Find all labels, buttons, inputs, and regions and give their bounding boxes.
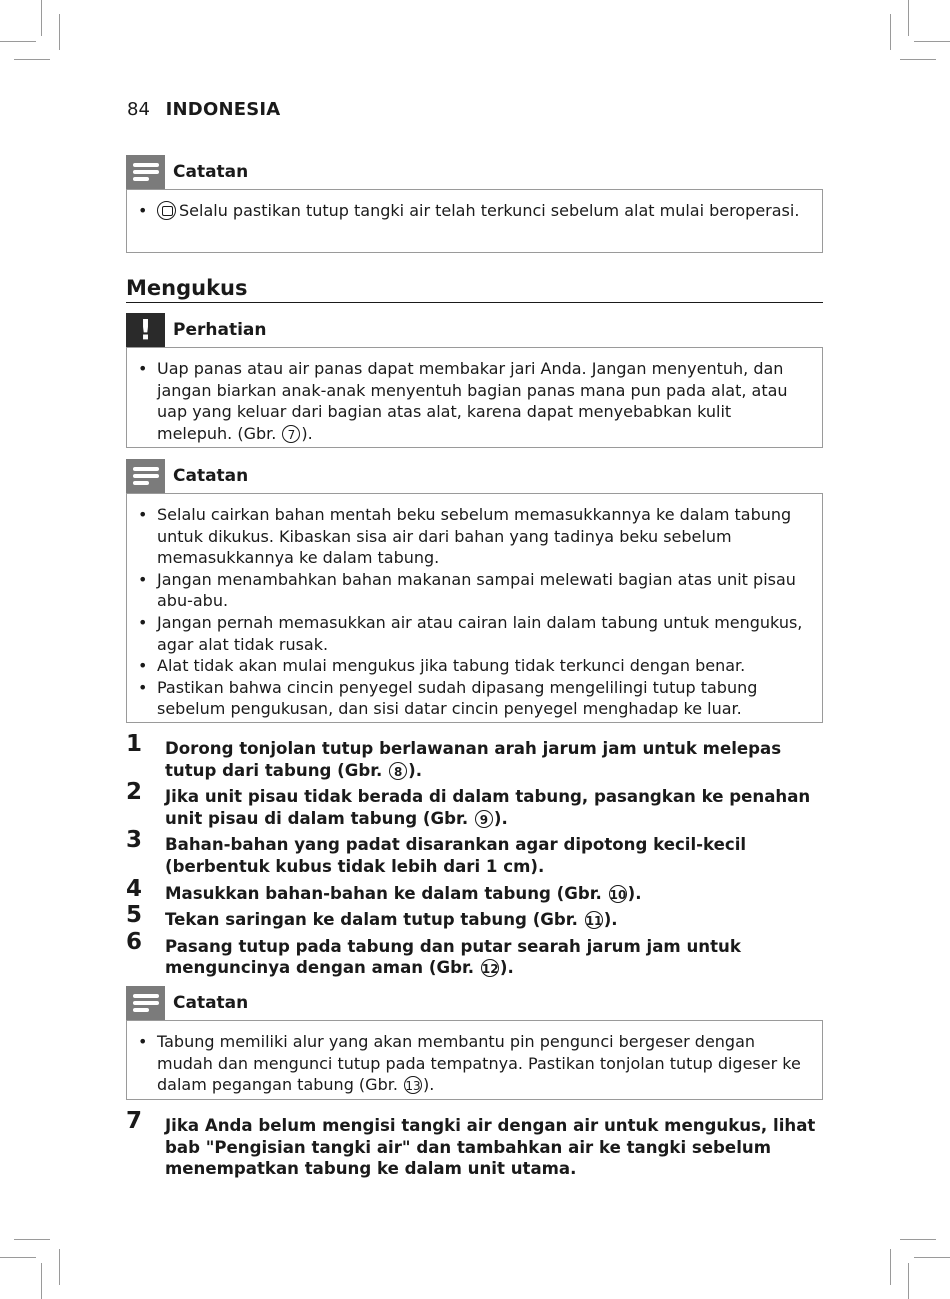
crop-mark (41, 0, 42, 36)
steps-list (126, 731, 823, 979)
list-item: • Pastikan bahwa cincin penyegel sudah dipasang mengelilingi tutup tabung sebelum pengukusan, dan sisi datar cincin penyegel menghadap ke luar. (138, 677, 758, 719)
step-6: 6 Pasang tutup pada tabung dan putar searah jarum jam untuk menguncinya dengan aman (Gbr. 12). (126, 928, 741, 978)
step-2: 2 Jika unit pisau tidak berada di dalam tabung, pasangkan ke penahan unit pisau di dalam tabung (Gbr. 9 ). (126, 779, 811, 828)
figure-number: 13 (404, 1076, 422, 1094)
step-5: 5 Tekan saringan ke dalam tutup tabung (Gbr. 11). (126, 902, 618, 930)
list-item: • Tabung memiliki alur yang akan membantu pin pengunci bergeser dengan mudah dan mengunci tutup pada tempatnya. Pastikan tonjolan tutup digeser ke dalam pegangan tabung (Gbr. 13 ). (138, 1032, 801, 1095)
note-icon (126, 986, 165, 1020)
crop-mark (908, 0, 909, 36)
list-item: • Jangan pernah memasukkan air atau cairan lain dalam tabung untuk mengukus, agar alat tidak rusak. (138, 612, 803, 654)
figure-number: 11 (585, 911, 603, 929)
note-icon (126, 155, 165, 189)
caution-callout (126, 313, 823, 448)
figure-number: 12 (481, 959, 499, 977)
note-title: Catatan (173, 466, 249, 486)
step-4: 4 Masukkan bahan-bahan ke dalam tabung (Gbr. 10). (126, 875, 642, 903)
crop-mark (0, 1257, 36, 1258)
list-item: • Uap panas atau air panas dapat membakar jari Anda. Jangan menyentuh, dan jangan biarkan anak-anak menyentuh bagian panas mana pun pada alat, atau uap yang keluar dari bagian atas alat, karena dapat menyebabkan kulit melepuh. (Gbr. 7 ). (138, 359, 788, 443)
figure-number: 10 (609, 885, 627, 903)
crop-mark (14, 1239, 50, 1240)
note-icon (126, 459, 165, 493)
note-callout-2 (126, 459, 823, 723)
crop-mark (14, 59, 50, 60)
language-title: INDONESIA (165, 99, 281, 120)
crop-mark (59, 1249, 60, 1285)
step-3: 3 Bahan-bahan yang padat disarankan agar dipotong kecil-kecil (berbentuk kubus tidak lebih dari 1 cm). (126, 827, 747, 876)
lock-icon (157, 201, 176, 220)
crop-mark (914, 41, 950, 42)
list-item: • Selalu cairkan bahan mentah beku sebelum memasukkannya ke dalam tabung untuk dikukus. Kibaskan sisa air dari bahan yang tadinya beku sebelum memasukkannya ke dalam tabung. (138, 505, 792, 568)
crop-mark (890, 1249, 891, 1285)
steps-list-2 (126, 1108, 823, 1180)
step-7: 7 Jika Anda belum mengisi tangki air dengan air untuk mengukus, lihat bab "Pengisian tangki air" dan tambahkan air ke tangki sebelum menempatkan tabung ke dalam unit utama. (126, 1108, 816, 1179)
list-item: • Selalu pastikan tutup tangki air telah terkunci sebelum alat mulai beroperasi. (138, 201, 800, 220)
note-title: Catatan (173, 993, 249, 1013)
note-title: Catatan (173, 162, 249, 182)
list-item: • Alat tidak akan mulai mengukus jika tabung tidak terkunci dengan benar. (138, 656, 746, 676)
warning-icon: ! (126, 313, 165, 347)
figure-number: 7 (282, 425, 300, 443)
crop-mark (0, 41, 36, 42)
page-header (127, 99, 280, 120)
caution-title: Perhatian (173, 320, 267, 340)
crop-mark (41, 1263, 42, 1299)
crop-mark (900, 59, 936, 60)
figure-number: 9 (475, 810, 493, 828)
crop-mark (890, 14, 891, 50)
section-title: Mengukus (126, 276, 823, 303)
note-callout-1 (126, 155, 823, 253)
figure-number: 8 (389, 762, 407, 780)
crop-mark (900, 1239, 936, 1240)
step-1: 1 Dorong tonjolan tutup berlawanan arah jarum jam untuk melepas tutup dari tabung (Gbr. 8 ). (126, 731, 782, 780)
crop-mark (908, 1263, 909, 1299)
crop-mark (59, 14, 60, 50)
note-callout-3 (126, 986, 823, 1100)
page-number: 84 (127, 99, 150, 120)
list-item: • Jangan menambahkan bahan makanan sampai melewati bagian atas unit pisau abu-abu. (138, 569, 796, 611)
crop-mark (914, 1257, 950, 1258)
